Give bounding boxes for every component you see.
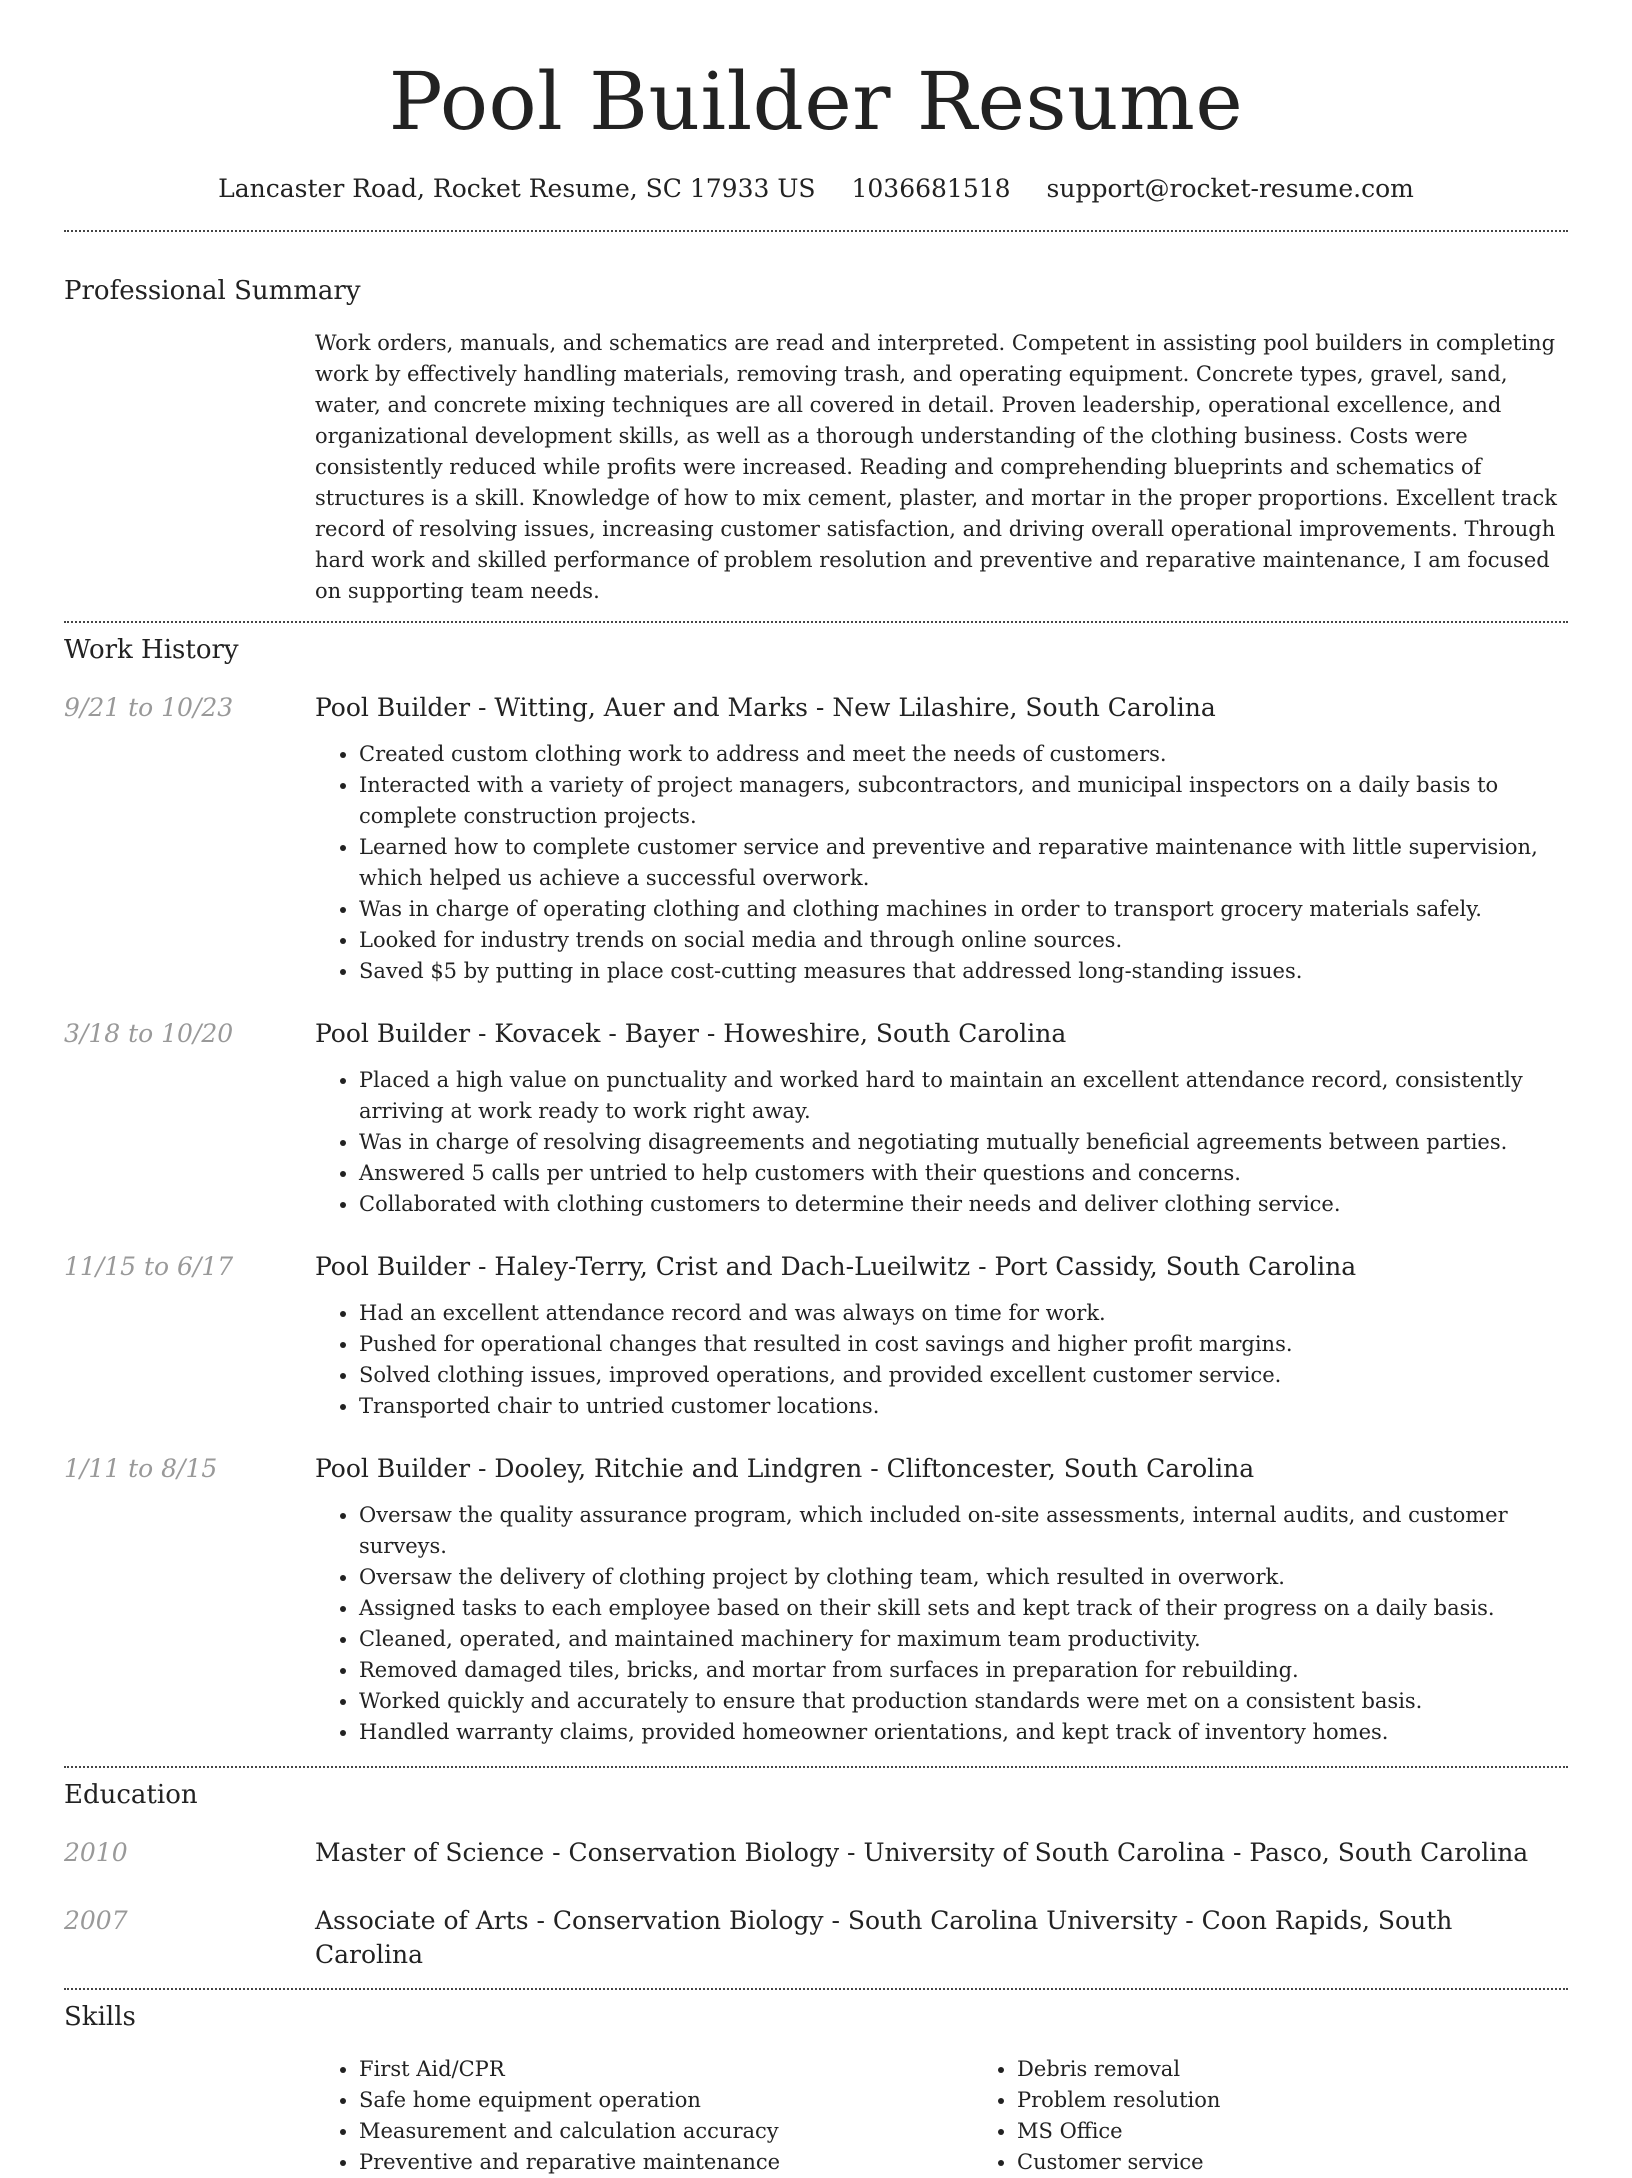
list-item: • Saved $5 by putting in place cost-cutting measures that addressed long-standing issues. <box>359 956 1568 987</box>
list-item: • Oversaw the delivery of clothing project by clothing team, which resulted in overwork. <box>359 1562 1568 1593</box>
list-item: • Answered 5 calls per untried to help customers with their questions and concerns. <box>359 1158 1568 1189</box>
list-item: • Customer service <box>1017 2147 1631 2178</box>
list-item: • Was in charge of resolving disagreements and negotiating mutually beneficial agreements between parties. <box>359 1127 1568 1158</box>
education-year: 2010 <box>64 1838 128 1867</box>
job-entry <box>64 1452 1568 1748</box>
divider <box>64 1766 1568 1768</box>
resume-title: Pool Builder Resume <box>388 55 1244 148</box>
list-item: • Handled warranty claims, provided homeowner orientations, and kept track of inventory homes. <box>359 1717 1568 1748</box>
list-item: • Oversaw the quality assurance program, which included on-site assessments, internal audits, and customer surveys. <box>359 1500 1568 1562</box>
list-item: • Worked quickly and accurately to ensure that production standards were met on a consistent basis. <box>359 1686 1568 1717</box>
skills-column-1 <box>315 2054 973 2178</box>
resume-page <box>64 0 1568 2178</box>
list-item: • Pushed for operational changes that resulted in cost savings and higher profit margins. <box>359 1329 1568 1360</box>
summary-text: Work orders, manuals, and schematics are read and interpreted. Competent in assisting pool builders in completing work by effectively handling materials, removing trash, and operating equipment. Concrete types, gravel, sand, water, and concrete mixing techniques are all covered in detail. Proven leadership, operational excellence, and organizational development skills, as well as a thorough understanding of the clothing business. Costs were consistently reduced while profits were increased. Reading and comprehending blueprints and schematics of structures is a skill. Knowledge of how to mix cement, plaster, and mortar in the proper proportions. Excellent track record of resolving issues, increasing customer satisfaction, and driving overall operational improvements. Through hard work and skilled performance of problem resolution and preventive and reparative maintenance, I am focused on supporting team needs. <box>315 331 1557 603</box>
list-item: • Cleaned, operated, and maintained machinery for maximum team productivity. <box>359 1624 1568 1655</box>
job-dates: 3/18 to 10/20 <box>64 1019 234 1048</box>
divider <box>64 621 1568 623</box>
list-item: • Measurement and calculation accuracy <box>359 2116 973 2147</box>
divider <box>64 230 1568 232</box>
job-bullets <box>315 1065 1568 1220</box>
job-entry <box>64 1250 1568 1422</box>
job-title: Pool Builder - Witting, Auer and Marks - New Lilashire, South Carolina <box>315 693 1216 722</box>
list-item: • Learned how to complete customer service and preventive and reparative maintenance with little supervision, which helped us achieve a successful overwork. <box>359 832 1568 894</box>
list-item: • Problem resolution <box>1017 2085 1631 2116</box>
list-item: • First Aid/CPR <box>359 2054 973 2085</box>
list-item: • Preventive and reparative maintenance <box>359 2147 973 2178</box>
job-title: Pool Builder - Dooley, Ritchie and Lindgren - Cliftoncester, South Carolina <box>315 1454 1255 1483</box>
list-item: • Solved clothing issues, improved operations, and provided excellent customer service. <box>359 1360 1568 1391</box>
contact-phone: 1036681518 <box>851 174 1011 203</box>
job-bullets <box>315 739 1568 987</box>
list-item: • Transported chair to untried customer locations. <box>359 1391 1568 1422</box>
list-item: • Interacted with a variety of project managers, subcontractors, and municipal inspectors on a daily basis to complete construction projects. <box>359 770 1568 832</box>
education-entry <box>64 1836 1568 1870</box>
list-item: • Created custom clothing work to address and meet the needs of customers. <box>359 739 1568 770</box>
education-heading: Education <box>64 1780 198 1810</box>
job-bullets <box>315 1298 1568 1422</box>
list-item: • Was in charge of operating clothing and clothing machines in order to transport grocery materials safely. <box>359 894 1568 925</box>
job-title: Pool Builder - Kovacek - Bayer - Howeshire, South Carolina <box>315 1019 1067 1048</box>
job-title: Pool Builder - Haley-Terry, Crist and Dach-Lueilwitz - Port Cassidy, South Carolina <box>315 1252 1357 1281</box>
education-title: Associate of Arts - Conservation Biology - South Carolina University - Coon Rapids, South Carolina <box>315 1906 1453 1969</box>
summary-heading: Professional Summary <box>64 276 361 306</box>
list-item: • Had an excellent attendance record and was always on time for work. <box>359 1298 1568 1329</box>
education-entry <box>64 1904 1568 1972</box>
work-heading: Work History <box>64 635 239 665</box>
list-item: • Placed a high value on punctuality and worked hard to maintain an excellent attendance record, consistently arriving at work ready to work right away. <box>359 1065 1568 1127</box>
list-item: • Removed damaged tiles, bricks, and mortar from surfaces in preparation for rebuilding. <box>359 1655 1568 1686</box>
list-item: • Collaborated with clothing customers to determine their needs and deliver clothing service. <box>359 1189 1568 1220</box>
summary-section <box>64 328 1568 607</box>
job-dates: 1/11 to 8/15 <box>64 1454 218 1483</box>
contact-address: Lancaster Road, Rocket Resume, SC 17933 US <box>218 174 816 203</box>
contact-line <box>64 172 1568 206</box>
divider <box>64 1988 1568 1990</box>
skills-column-2 <box>973 2054 1631 2178</box>
list-item: • MS Office <box>1017 2116 1631 2147</box>
list-item: • Looked for industry trends on social media and through online sources. <box>359 925 1568 956</box>
job-entry <box>64 691 1568 987</box>
skills-heading: Skills <box>64 2002 136 2032</box>
education-year: 2007 <box>64 1906 128 1935</box>
education-title: Master of Science - Conservation Biology - University of South Carolina - Pasco, South Carolina <box>315 1838 1529 1867</box>
skills-section <box>64 2054 1568 2178</box>
job-entry <box>64 1017 1568 1220</box>
list-item: • Assigned tasks to each employee based on their skill sets and kept track of their progress on a daily basis. <box>359 1593 1568 1624</box>
job-dates: 11/15 to 6/17 <box>64 1252 234 1281</box>
contact-email: support@rocket-resume.com <box>1046 174 1414 203</box>
job-bullets <box>315 1500 1568 1748</box>
job-dates: 9/21 to 10/23 <box>64 693 234 722</box>
list-item: • Safe home equipment operation <box>359 2085 973 2116</box>
list-item: • Debris removal <box>1017 2054 1631 2085</box>
